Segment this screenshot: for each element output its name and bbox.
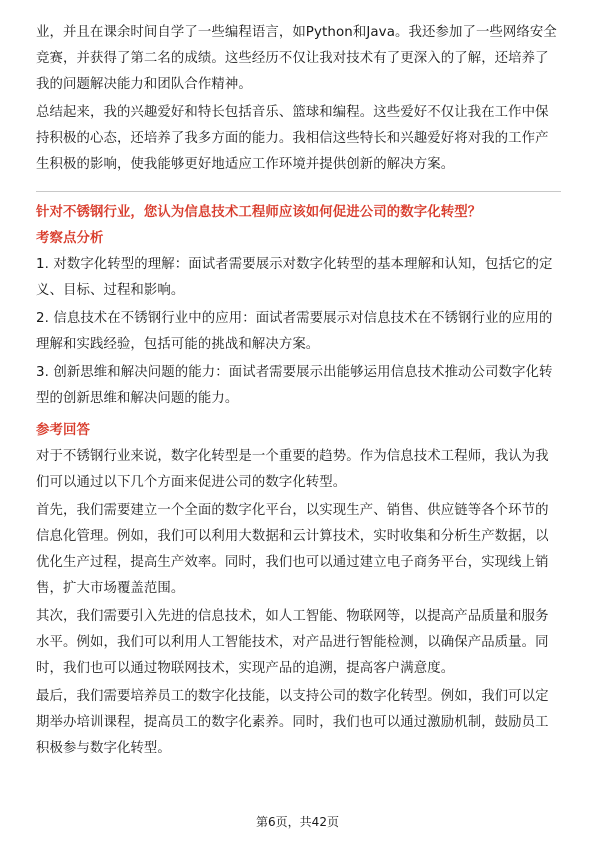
answer-paragraph: 最后，我们需要培养员工的数字化技能，以支持公司的数字化转型。例如，我们可以定期举办培训课程，提高员工的数字化素养。同时，我们也可以通过激励机制，鼓励员工积极参与数字化转型。 bbox=[36, 689, 549, 756]
answer-paragraph: 首先，我们需要建立一个全面的数字化平台，以实现生产、销售、供应链等各个环节的信息化管理。例如，我们可以利用大数据和云计算技术，实时收集和分析生产数据，以优化生产过程，提高生产效率。同时，我们也可以通过建立电子商务平台，实现线上销售，扩大市场覆盖范围。 bbox=[36, 503, 549, 596]
interview-question: 针对不锈钢行业，您认为信息技术工程师应该如何促进公司的数字化转型？ bbox=[36, 205, 482, 220]
analysis-item: 2. 信息技术在不锈钢行业中的应用：面试者需要展示对信息技术在不锈钢行业的应用的理解和实践经验，包括可能的挑战和解决方案。 bbox=[36, 311, 553, 352]
intro-paragraph: 总结起来，我的兴趣爱好和特长包括音乐、篮球和编程。这些爱好不仅让我在工作中保持积极的心态，还培养了我多方面的能力。我相信这些特长和兴趣爱好将对我的工作产生积极的影响，使我能够更好地适应工作环境并提供创新的解决方案。 bbox=[36, 105, 549, 172]
analysis-item: 3. 创新思维和解决问题的能力：面试者需要展示出能够运用信息技术推动公司数字化转型的创新思维和解决问题的能力。 bbox=[36, 365, 553, 406]
intro-paragraph: 业，并且在课余时间自学了一些编程语言，如Python和Java。我还参加了一些网络安全竞赛，并获得了第二名的成绩。这些经历不仅让我对技术有了更深入的了解，还培养了我的问题解决能力和团队合作精神。 bbox=[36, 25, 557, 92]
page-number: 第6页，共42页 bbox=[256, 815, 339, 829]
analysis-item: 1. 对数字化转型的理解：面试者需要展示对数字化转型的基本理解和认知，包括它的定义、目标、过程和影响。 bbox=[36, 257, 553, 298]
answer-paragraph: 对于不锈钢行业来说，数字化转型是一个重要的趋势。作为信息技术工程师，我认为我们可以通过以下几个方面来促进公司的数字化转型。 bbox=[36, 449, 549, 490]
answer-heading: 参考回答 bbox=[36, 423, 90, 438]
document-page bbox=[36, 20, 561, 764]
section-divider bbox=[36, 191, 561, 192]
answer-paragraph: 其次，我们需要引入先进的信息技术，如人工智能、物联网等，以提高产品质量和服务水平。例如，我们可以利用人工智能技术，对产品进行智能检测，以确保产品质量。同时，我们也可以通过物联网技术，实现产品的追溯，提高客户满意度。 bbox=[36, 609, 549, 676]
analysis-heading: 考察点分析 bbox=[36, 231, 104, 246]
